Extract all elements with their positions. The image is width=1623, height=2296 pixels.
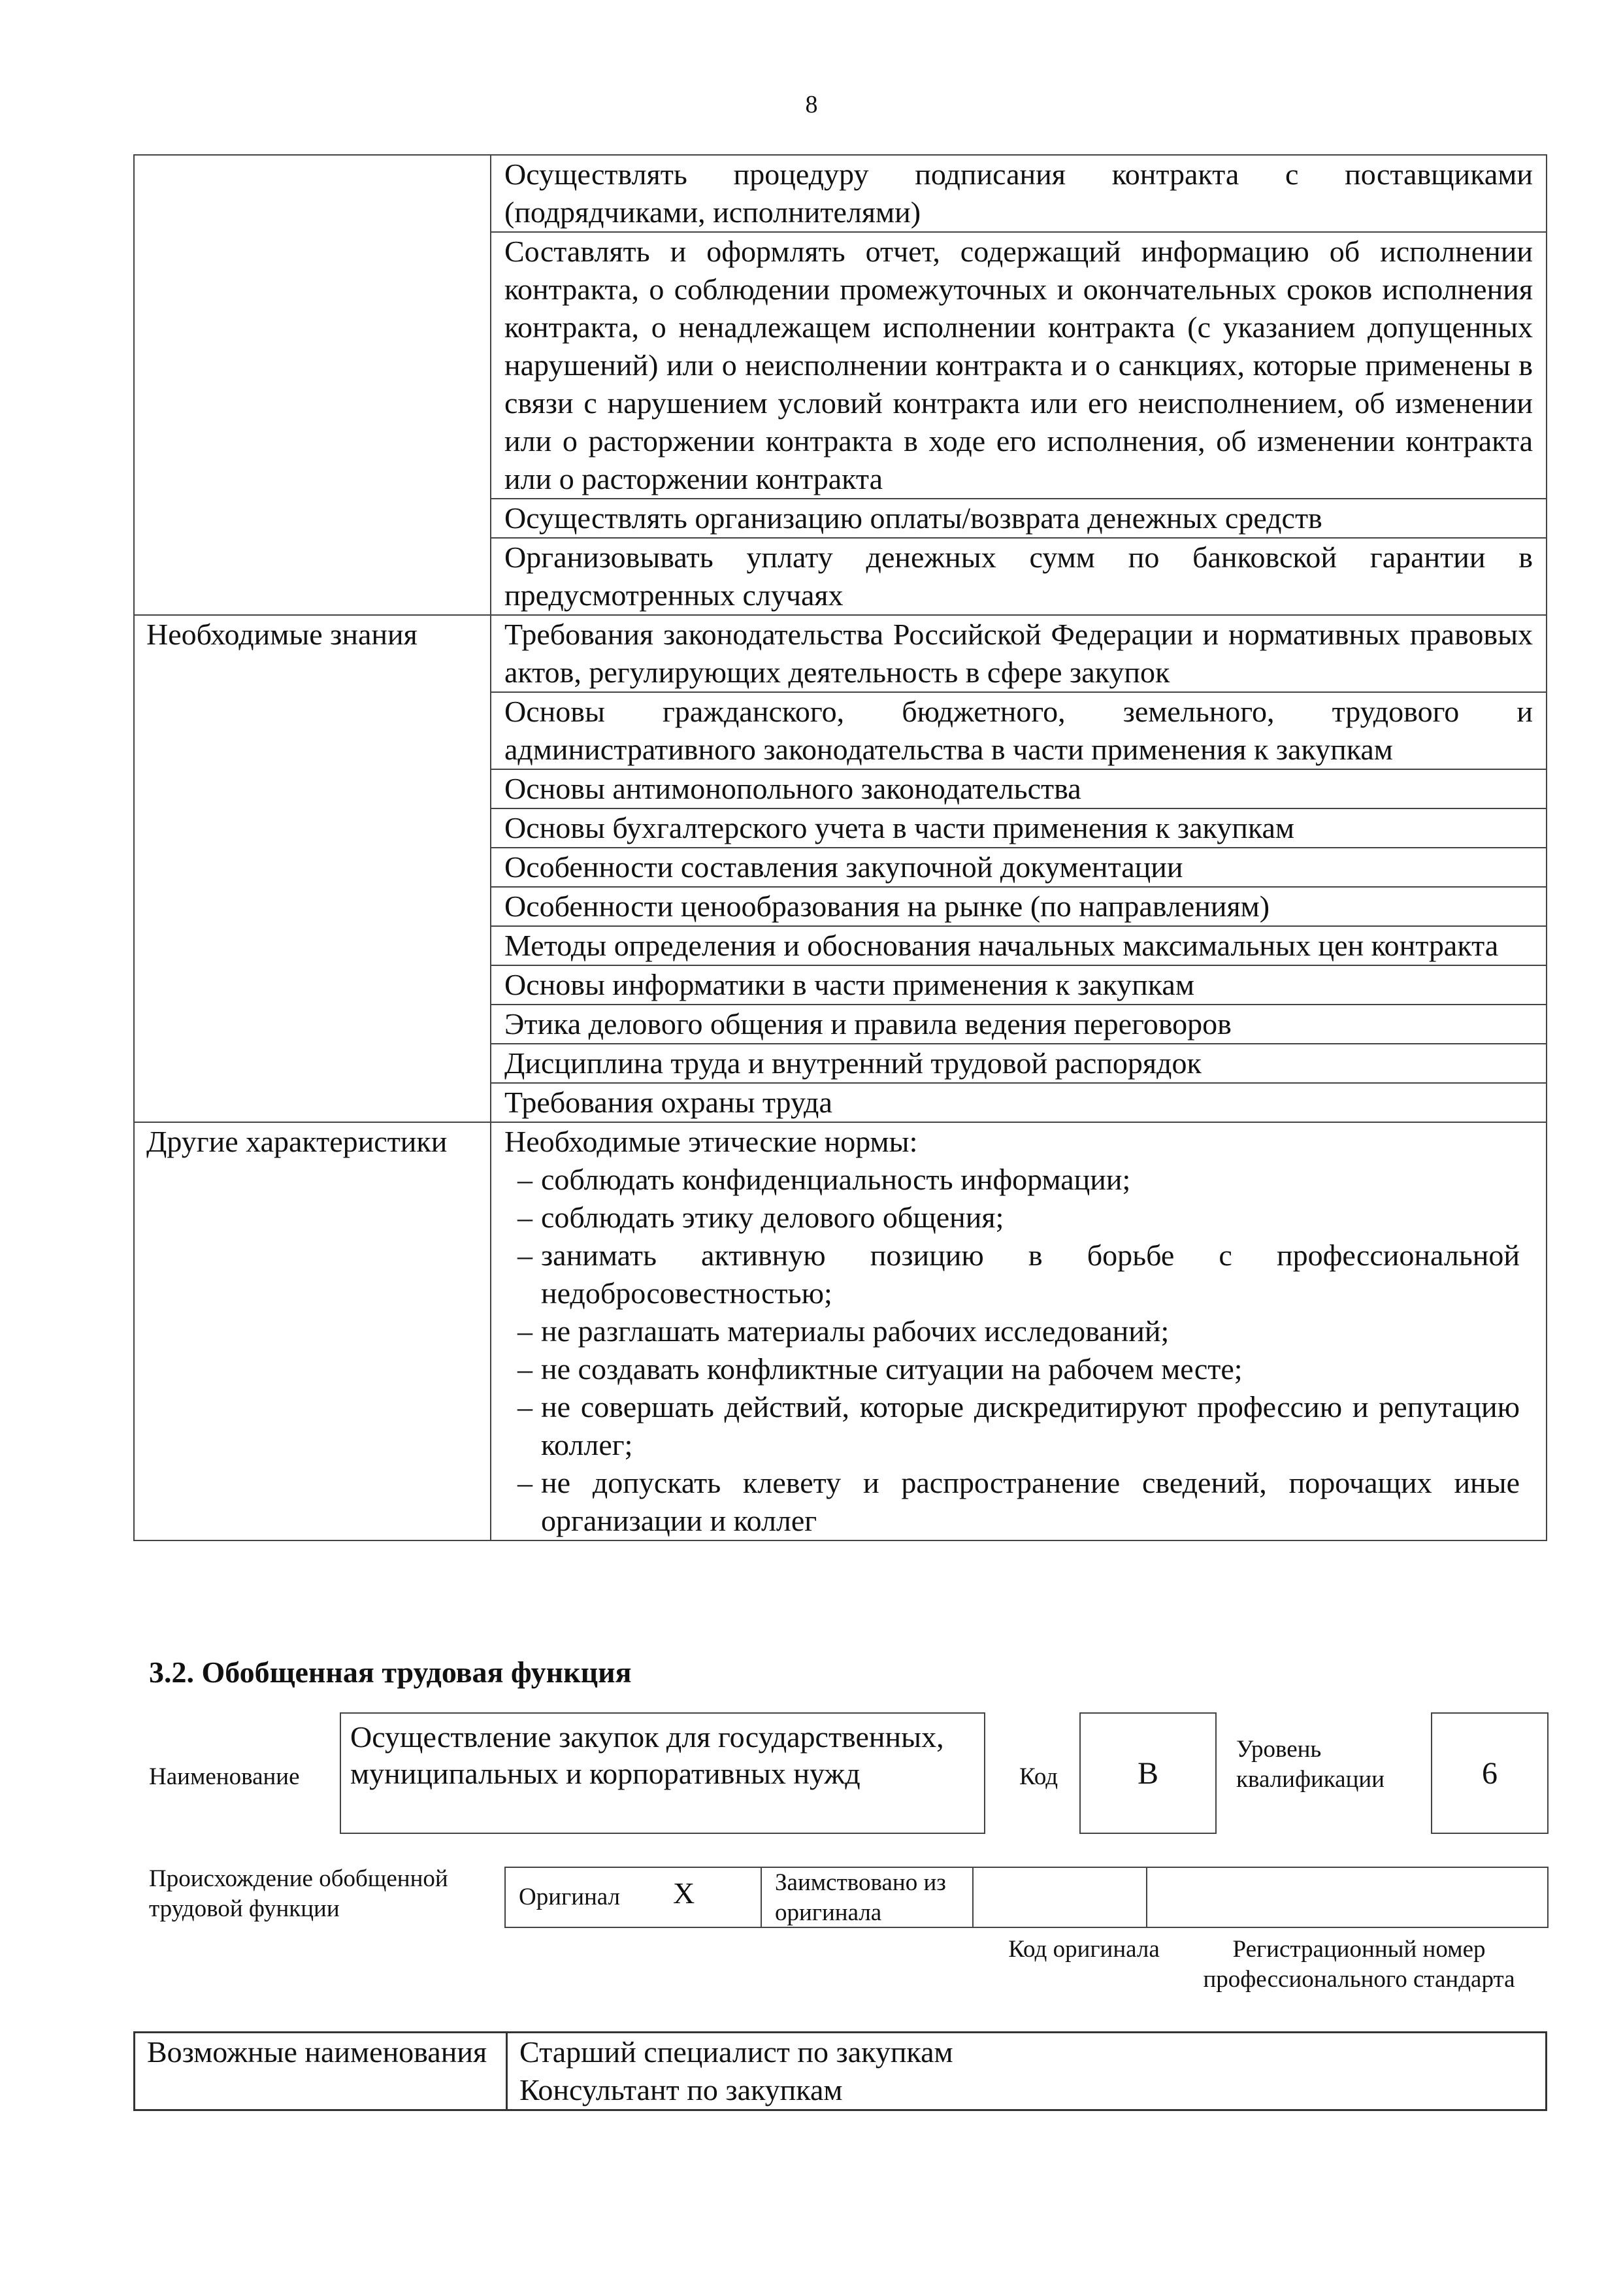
code-caption: Код оригинала [1008,1936,1160,1963]
list-item: Особенности составления закупочной документации [491,848,1546,888]
code-label: Код [1019,1763,1058,1790]
possible-names-table [133,2031,1547,2111]
divider [972,1868,974,1927]
borrowed-label: Заимствовано из оригинала [775,1869,946,1926]
table-row [134,155,1547,615]
divider [761,1868,762,1927]
table-row [134,615,1547,1122]
divider [1146,1868,1147,1927]
list-item: Методы определения и обоснования начальных максимальных цен контракта [491,927,1546,966]
ethics-list [504,1161,1533,1540]
list-item [517,1350,1520,1388]
level-label: Уровень квалификации [1236,1736,1385,1793]
list-item: Организовывать уплату денежных сумм по банковской гарантии в предусмотренных случаях [504,541,1533,612]
page-number: 8 [805,91,818,118]
list-item: Основы информатики в части применения к закупкам [491,966,1546,1005]
list-item [517,1388,1520,1464]
other-characteristics [491,1122,1547,1540]
list-item [517,1237,1520,1312]
dash-bullet: – [517,1314,533,1348]
list-item-text: занимать активную позицию в борьбе с профессиональной недобросовестностью; [541,1239,1520,1310]
table-row [134,1122,1547,1540]
name-value: Осуществление закупок для государственных, муниципальных и корпоративных нужд [340,1712,985,1834]
row-label: Необходимые знания [134,615,491,1122]
dash-bullet: – [517,1163,533,1196]
list-item: Составлять и оформлять отчет, содержащий информацию об исполнении контракта, о соблюдении промежуточных и окончательных сроков исполнения контракта, о ненадлежащем исполнении контракта (с указанием допущенных нарушений) или о неисполнении контракта и о санкциях, которые применены в связи с нарушением условий контракта или его неисполнением, об изменении или о расторжении контракта в ходе его исполнения, об изменении контракта или о расторжении контракта [491,233,1546,499]
list-item [517,1161,1520,1199]
list-item-text: не разглашать материалы рабочих исследований; [541,1314,1170,1348]
dash-bullet: – [517,1390,533,1423]
original-label: Оригинал [519,1884,621,1910]
reg-caption: Регистрационный номер профессионального стандарта [1203,1936,1515,1993]
list-item: Осуществлять процедуру подписания контракта с поставщиками (подрядчиками, исполнителями) [491,156,1546,233]
origin-box [504,1867,1549,1928]
name-label: Наименование [149,1763,300,1790]
list-item: Особенности ценообразования на рынке (по направлениям) [491,888,1546,927]
dash-bullet: – [517,1239,533,1272]
list-item-text: соблюдать конфиденциальность информации; [541,1163,1131,1196]
original-mark: X [673,1876,695,1910]
list-item: Основы антимонопольного законодательства [491,770,1546,809]
origin-block [146,1864,1549,2001]
requirements-table [133,154,1547,1541]
intro-text: Необходимые этические нормы: [504,1125,918,1158]
row-label [134,155,491,615]
list-item-text: не создавать конфликтные ситуации на рабочем месте; [541,1352,1243,1386]
list-item: Требования охраны труда [504,1086,832,1119]
possible-names-values [507,2033,1547,2110]
row-label: Другие характеристики [134,1122,491,1540]
origin-label: Происхождение обобщенной трудовой функции [149,1865,448,1922]
list-item: Осуществлять организацию оплаты/возврата денежных средств [491,499,1546,539]
possible-names-label: Возможные наименования [135,2033,507,2110]
list-item-text: не совершать действий, которые дискредитируют профессию и репутацию коллег; [541,1390,1520,1461]
dash-bullet: – [517,1466,533,1499]
list-item [517,1199,1520,1237]
list-item-text: соблюдать этику делового общения; [541,1201,1004,1234]
list-item-text: не допускать клевету и распространение сведений, порочащих иные организации и коллег [541,1466,1520,1537]
list-item [517,1464,1520,1540]
list-item: Требования законодательства Российской Федерации и нормативных правовых актов, регулирующих деятельность в сфере закупок [491,616,1546,693]
dash-bullet: – [517,1352,533,1386]
list-item: Основы бухгалтерского учета в части применения к закупкам [491,809,1546,848]
list-item: Основы гражданского, бюджетного, земельного, трудового и административного законодательства в части применения к закупкам [491,693,1546,770]
code-value: B [1079,1712,1217,1834]
list-item: Дисциплина труда и внутренний трудовой распорядок [491,1044,1546,1084]
row-items [491,155,1547,615]
section-title: 3.2. Обобщенная трудовая функция [149,1655,632,1689]
possible-name: Старший специалист по закупкам [519,2035,953,2069]
list-item [517,1312,1520,1350]
possible-name: Консультант по закупкам [519,2073,843,2106]
list-item: Этика делового общения и правила ведения переговоров [491,1005,1546,1044]
dash-bullet: – [517,1201,533,1234]
row-items [491,615,1547,1122]
generalized-function-block [146,1712,1549,1837]
level-value: 6 [1431,1712,1549,1834]
